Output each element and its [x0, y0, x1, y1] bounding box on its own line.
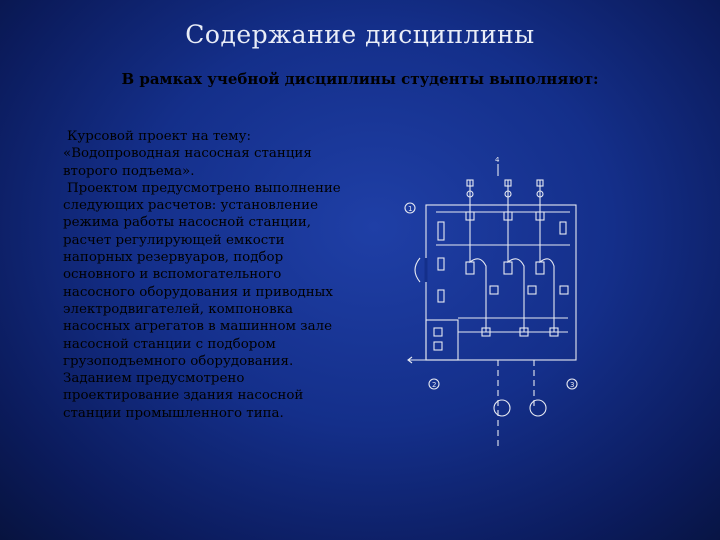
suction-lines: [494, 360, 546, 450]
callout-1-label: 1: [408, 205, 413, 213]
pump-station-diagram: [398, 150, 598, 460]
door-arc: [415, 258, 420, 282]
slide-title: Содержание дисциплины: [185, 20, 535, 49]
course-project-paragraph: Курсовой проект на тему: «Водопроводная насосная станция второго подъема».: [63, 129, 312, 179]
callout-2-label: 2: [432, 381, 437, 389]
callout-3-label: 3: [570, 381, 575, 389]
pump-units: [466, 245, 568, 300]
diagram-marker-top: 4: [495, 156, 500, 164]
valve-block: [438, 222, 444, 240]
calculations-paragraph: Проектом предусмотрено выполнение следующих расчетов: установление режима работы насосной станции, расчет регулирующей емкости напорных резервуаров, подбор основного и вспомогательного насосного оборудования и приводных электродвигателей, компоновка насосных агрегатов в машинном зале насосной станции с подбором грузоподъемного оборудования. Заданием предусмотрено проектирование здания насосной станции промышленного типа.: [63, 180, 341, 421]
slide-subtitle: В рамках учебной дисциплины студенты выполняют:: [121, 70, 599, 88]
body-text: [63, 128, 353, 422]
